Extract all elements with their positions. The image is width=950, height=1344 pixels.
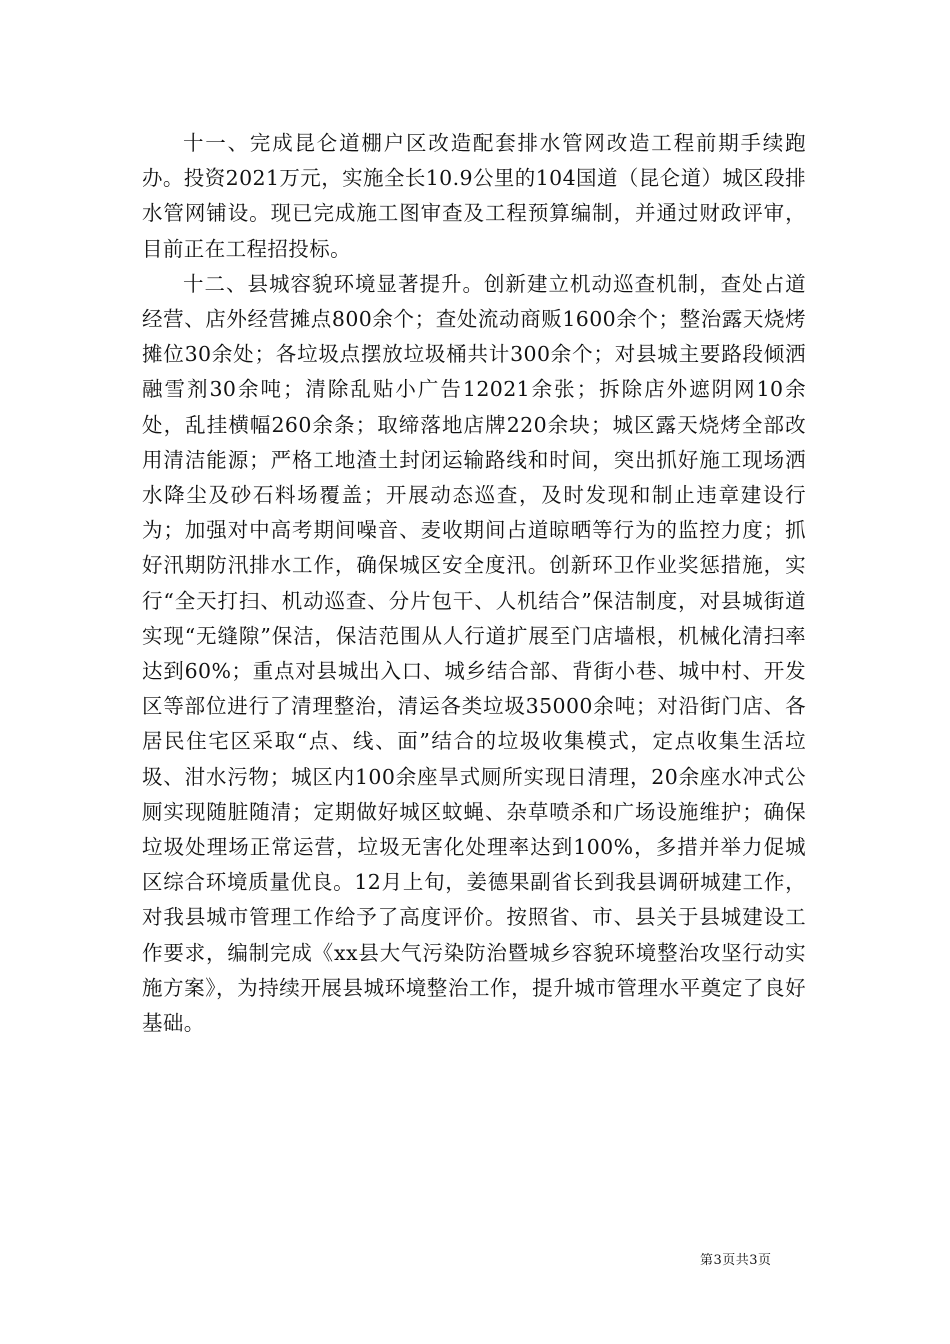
paragraph-eleven: 十一、完成昆仑道棚户区改造配套排水管网改造工程前期手续跑办。投资2021万元，实施全长10.9公里的104国道（昆仑道）城区段排水管网铺设。现已完成施工图审查及工程预算编制，并通过财政评审，目前正在工程招投标。 <box>142 131 806 261</box>
document-body <box>142 126 806 1041</box>
page-number-footer: 第3页共3页 <box>700 1253 772 1268</box>
paragraph-twelve: 十二、县城容貌环境显著提升。创新建立机动巡查机制，查处占道经营、店外经营摊点800余个；查处流动商贩1600余个；整治露天烧烤摊位30余处；各垃圾点摆放垃圾桶共计300余个；对县城主要路段倾洒融雪剂30余吨；清除乱贴小广告12021余张；拆除店外遮阴网10余处，乱挂横幅260余条；取缔落地店牌220余块；城区露天烧烤全部改用清洁能源；严格工地渣土封闭运输路线和时间，突出抓好施工现场洒水降尘及砂石料场覆盖；开展动态巡查，及时发现和制止违章建设行为；加强对中高考期间噪音、麦收期间占道晾晒等行为的监控力度；抓好汛期防汛排水工作，确保城区安全度汛。创新环卫作业奖惩措施，实行“全天打扫、机动巡查、分片包干、人机结合”保洁制度，对县城街道实现“无缝隙”保洁，保洁范围从人行道扩展至门店墙根，机械化清扫率达到60%；重点对县城出入口、城乡结合部、背街小巷、城中村、开发区等部位进行了清理整治，清运各类垃圾35000余吨；对沿街门店、各居民住宅区采取“点、线、面”结合的垃圾收集模式，定点收集生活垃圾、泔水污物；城区内100余座旱式厕所实现日清理，20余座水冲式公厕实现随脏随清；定期做好城区蚊蝇、杂草喷杀和广场设施维护；确保垃圾处理场正常运营，垃圾无害化处理率达到100%，多措并举力促城区综合环境质量优良。12月上旬，姜德果副省长到我县调研城建工作，对我县城市管理工作给予了高度评价。按照省、市、县关于县城建设工作要求，编制完成《xx县大气污染防治暨城乡容貌环境整治攻坚行动实施方案》，为持续开展县城环境整治工作，提升城市管理水平奠定了良好基础。 <box>142 271 806 1036</box>
